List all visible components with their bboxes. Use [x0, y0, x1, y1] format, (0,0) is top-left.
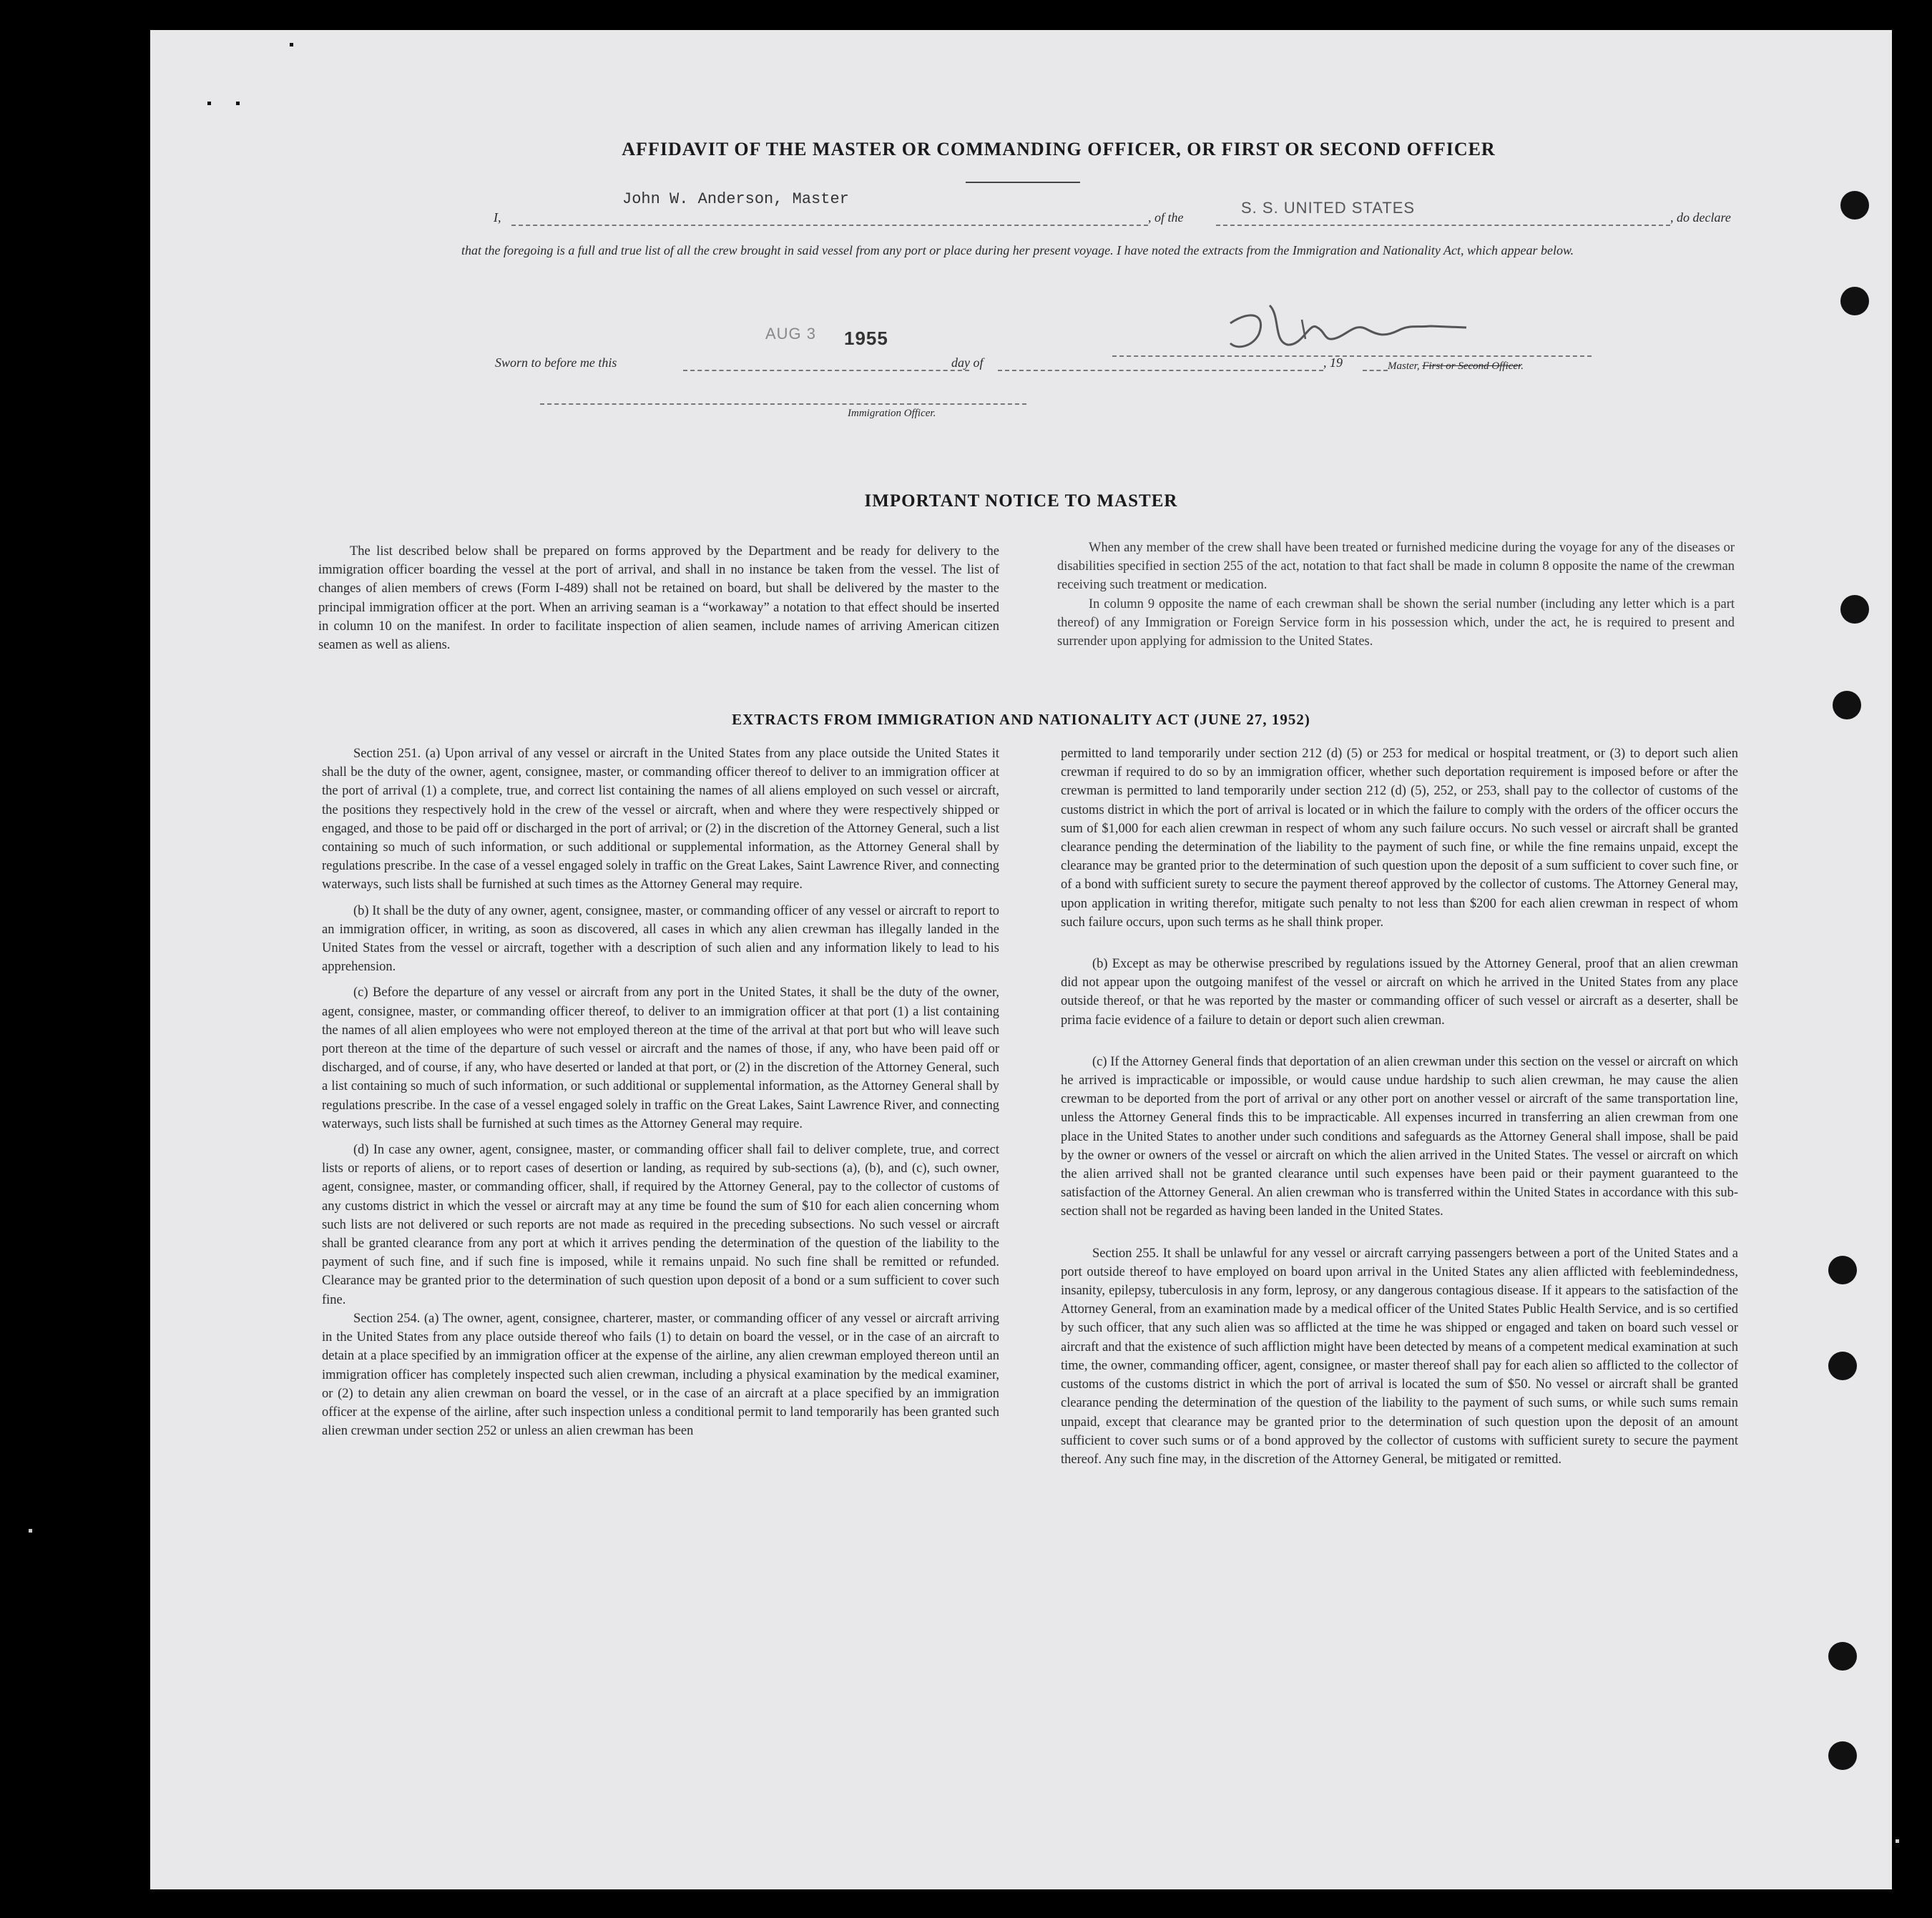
master-signature	[1202, 295, 1488, 363]
sworn-month-blank	[998, 370, 1323, 371]
act-section-paragraph: (d) In case any owner, agent, consignee, master, or commanding officer shall fail to deliver complete, true, and correct lists or reports of aliens, or to report cases of desertion or landing, as required by sub-sections (a), (b), and (c), such owner, agent, consignee, master, or commanding officer, shall, if required by the Attorney General, pay to the collector of customs of any customs district in which the vessel or aircraft may at any time be found the sum of $10 for each alien concerning whom such lists are not delivered or such reports are not made as required in the preceding subsections. No such vessel or aircraft shall be granted clearance from any port at which it arrives pending the determination of the question of the liability to the payment of such fine, and if such fine is imposed, while it remains unpaid. No such fine shall be remitted or refunded. Clearance may be granted prior to the determination of such question upon deposit of a bond or a sum sufficient to cover such fine.	[322, 1143, 999, 1307]
extracts-title: EXTRACTS FROM IMMIGRATION AND NATIONALITY ACT (JUNE 27, 1952)	[732, 711, 1310, 728]
punch-hole	[1840, 191, 1869, 220]
date-stamp: AUG 3	[765, 325, 817, 343]
act-section-paragraph: permitted to land temporarily under section 212 (d) (5) or 253 for medical or hospital treatment, or (3) to deport such alien crewman if required to do so by an immigration officer, whether such deportation requirement is imposed before or after the crewman is permitted to land temporarily under section 212 (d) (5), 252, or 253, shall pay to the collector of customs of the customs district in which the port of arrival is located or in which the failure to comply with the orders of the officer occurs the sum of $1,000 for each alien crewman in respect of whom any such failure occurs. No such vessel or aircraft shall be granted clearance pending the determination of the liability to the payment of such fine, or while the fine remains unpaid, except the clearance may be granted prior to the determination of such question upon the deposit of a sum sufficient to cover such fine, or of a bond with sufficient surety to secure the payment thereof approved by the collector of customs. The Attorney General may, upon application in writing therefor, mitigate such penalty to not less than $200 for each alien crewman in respect of whom such failure occurs, upon such terms as he shall think proper.	[1061, 747, 1738, 930]
paper-speck	[236, 102, 240, 105]
notice-paragraph: In column 9 opposite the name of each crewman shall be shown the serial number (including any letter which is a part thereof) of any Immigration or Foreign Service form in his possession which, under the act, he is required to present and surrender upon applying for admission to the United States.	[1057, 596, 1735, 649]
i-label: I,	[494, 210, 501, 225]
officer-signature-line	[540, 403, 1026, 405]
vessel-blank	[1216, 225, 1670, 226]
declaration-line	[150, 190, 1892, 237]
act-section-paragraph: (b) It shall be the duty of any owner, agent, consignee, master, or commanding officer of any vessel or aircraft to report to an immigration officer, in writing, as soon as discovered, all cases in which any alien crewman has illegally landed in the United States from the vessel or aircraft, together with a description of such alien and any information likely to lead to his apprehension.	[322, 903, 999, 975]
act-section-paragraph: Section 251. (a) Upon arrival of any vessel or aircraft in the United States from any place outside the United States it shall be the duty of the owner, agent, consignee, master, or commanding officer thereof to deliver to an immigration officer at the port of arrival (1) a complete, true, and correct list containing the names of all aliens employed on such vessel or aircraft, the positions they respectively hold in the crew of the vessel or aircraft, when and where they were respectively shipped or engaged, and those to be paid off or discharged in the port of arrival; or (2) in the discretion of the Attorney General, such a list containing so much of such information, or such additional or supplemental information, as the Attorney General shall by regulations prescribe. In the case of a vessel engaged solely in traffic on the Great Lakes, Saint Lawrence River, and connecting waterways, such lists shall be furnished at such times as the Attorney General may require.	[322, 747, 999, 892]
act-section-paragraph: (b) Except as may be otherwise prescribed by regulations issued by the Attorney General, proof that an alien crewman did not appear upon the outgoing manifest of the vessel or aircraft on which he arrived in the United States from any place outside thereof, or that he was reported by the master or commanding officer of such vessel or aircraft as a deserter, shall be prima facie evidence of a failure to detain or deport such alien crewman.	[1061, 957, 1738, 1028]
punch-hole	[1828, 1741, 1857, 1770]
of-the-label: , of the	[1148, 210, 1184, 225]
punch-hole	[1828, 1642, 1857, 1671]
year-prefix: , 19	[1323, 355, 1343, 370]
master-caption	[1388, 360, 1524, 373]
punch-hole	[1828, 1352, 1857, 1380]
sworn-day-blank	[683, 370, 969, 371]
immigration-officer-caption: Immigration Officer.	[848, 408, 936, 419]
extracts-left-column	[322, 744, 999, 1440]
master-caption-struck: First or Second Officer	[1422, 360, 1521, 372]
act-section-paragraph: Section 254. (a) The owner, agent, consignee, charterer, master, or commanding officer of any vessel or aircraft arriving in the United States from any place outside thereof who fails (1) to detain on board the vessel, or in the case of an aircraft to detain at a place specified by an immigration officer at the expense of the airline, any alien crewman employed thereon until an immigration officer has completely inspected such alien crewman, including a physical examination by the medical examiner, or (2) to detain any alien crewman on board the vessel, or in the case of an aircraft at a place specified by an immigration officer at the expense of the airline, after such inspection unless a conditional permit to land temporarily has been granted such alien crewman under section 252 or unless an alien crewman has been	[322, 1311, 999, 1439]
punch-hole	[1833, 691, 1861, 719]
name-blank	[511, 225, 1148, 226]
paper-speck	[290, 43, 293, 46]
punch-hole	[1828, 1256, 1857, 1284]
title-divider	[966, 182, 1080, 183]
notice-paragraph: The list described below shall be prepared on forms approved by the Department and be ready for delivery to the immigration officer boarding the vessel at the port of arrival, and shall in no instance be taken from the vessel. The list of changes of alien members of crews (Form I-489) shall not be retained on board, but shall be delivered by the master to the principal immigration officer at the port. When an arriving seaman is a “workaway” a notation to that effect should be inserted in column 10 on the manifest. In order to facilitate inspection of alien seamen, include names of arriving American citizen seamen as well as aliens.	[318, 544, 999, 653]
act-section-paragraph: Section 255. It shall be unlawful for any vessel or aircraft carrying passengers between a port of the United States and a port outside thereof to have employed on board upon arrival in the United States any alien afflicted with feeblemindedness, insanity, epilepsy, tuberculosis in any form, leprosy, or any dangerous contagious disease. If it appears to the satisfaction of the Attorney General, from an examination made by a medical officer of the United States Public Health Service, and is so certified by such officer, that any such alien was so afflicted at the time he was shipped or engaged and taken on board such vessel or aircraft and that the existence of such affliction might have been detected by means of a competent medical examination at such time, the owner, commanding officer, agent, consignee, or master thereof shall pay for each alien so afflicted to the collector of customs of the customs district in which the port of arrival is located the sum of $50. No vessel or aircraft shall be granted clearance pending the determination of the question of the liability to the payment of such sums, or while such sums remain unpaid, except that clearance may be granted prior to the determination of such question upon the deposit of an amount sufficient to cover such sums or of a bond approved by the collector of customs with sufficient surety to secure the payment thereof. Any such fine may, in the discretion of the Attorney General, be mitigated or remitted.	[1061, 1246, 1738, 1467]
notice-paragraph: When any member of the crew shall have been treated or furnished medicine during the voyage for any of the diseases or disabilities specified in section 255 of the act, notation to that fact shall be made in column 8 opposite the name of the crewman receiving such treatment or medication.	[1057, 541, 1735, 593]
master-caption-end: .	[1521, 360, 1524, 372]
master-signature-line	[1112, 355, 1592, 357]
paper-speck	[207, 102, 211, 105]
punch-hole	[1840, 287, 1869, 315]
sworn-year-blank	[1363, 370, 1388, 371]
act-section-paragraph: (c) Before the departure of any vessel or aircraft from any port in the United States, it shall be the duty of the owner, agent, consignee, master, or commanding officer thereof, to deliver to an immigration officer at that port (1) a list containing the names of all alien employees who were not employed thereon at the time of the arrival at that port but who will leave such port thereon at the time of the departure of such vessel or aircraft and the names of those, if any, who have been paid off or discharged, and of course, if any, who have deserted or landed at that port, or (2) in the discretion of the Attorney General, such a list containing so much of such information, or such additional or supplemental information, as the Attorney General shall by regulations prescribe. In the case of a vessel engaged solely in traffic on the Great Lakes, Saint Lawrence River, and connecting waterways, such lists shall be furnished at such times as the Attorney General may require.	[322, 985, 999, 1131]
document-page	[150, 30, 1892, 1889]
extracts-right-column	[1061, 744, 1738, 1469]
border-speck	[1896, 1839, 1899, 1843]
master-caption-master: Master,	[1388, 360, 1420, 372]
typed-master-name: John W. Anderson, Master	[622, 190, 849, 208]
notice-left-column	[318, 542, 999, 654]
notice-right-column	[1057, 538, 1735, 651]
vessel-name: S. S. UNITED STATES	[1241, 199, 1416, 217]
affidavit-title: AFFIDAVIT OF THE MASTER OR COMMANDING OFFICER, OR FIRST OR SECOND OFFICER	[622, 139, 1496, 159]
day-of-label: day of	[951, 355, 984, 370]
declaration-text: that the foregoing is a full and true list of all the crew brought in said vessel from any port or place during her present voyage. I have noted the extracts from the Immigration and Nationality Act, which appear below.	[461, 243, 1574, 257]
act-section-paragraph: (c) If the Attorney General finds that deportation of an alien crewman under this section on the vessel or aircraft on which he arrived is impracticable or impossible, or would cause undue hardship to such alien crewman, he may cause the alien crewman to be deported from the port of arrival or any other port on another vessel or aircraft of the same transportation line, unless the Attorney General finds this to be impracticable. All expenses incurred in transferring an alien crewman from one place in the United States to another under such conditions and safeguards as the Attorney General shall impose, shall be paid by the owner or owners of the vessel or aircraft on which the alien arrived in the United States. The vessel or aircraft on which the alien arrived shall not be granted clearance until such expenses have been paid or their payment guaranteed to the satisfaction of the Attorney General. An alien crewman who is transferred within the United States in accordance with this sub-section shall not be regarded as having been landed in the United States.	[1061, 1054, 1738, 1219]
notice-title: IMPORTANT NOTICE TO MASTER	[864, 491, 1178, 511]
punch-hole	[1840, 595, 1869, 624]
do-declare-label: , do declare	[1670, 210, 1731, 225]
border-speck	[29, 1529, 32, 1533]
date-stamp-year: 1955	[844, 328, 888, 349]
sworn-label: Sworn to before me this	[495, 355, 617, 370]
